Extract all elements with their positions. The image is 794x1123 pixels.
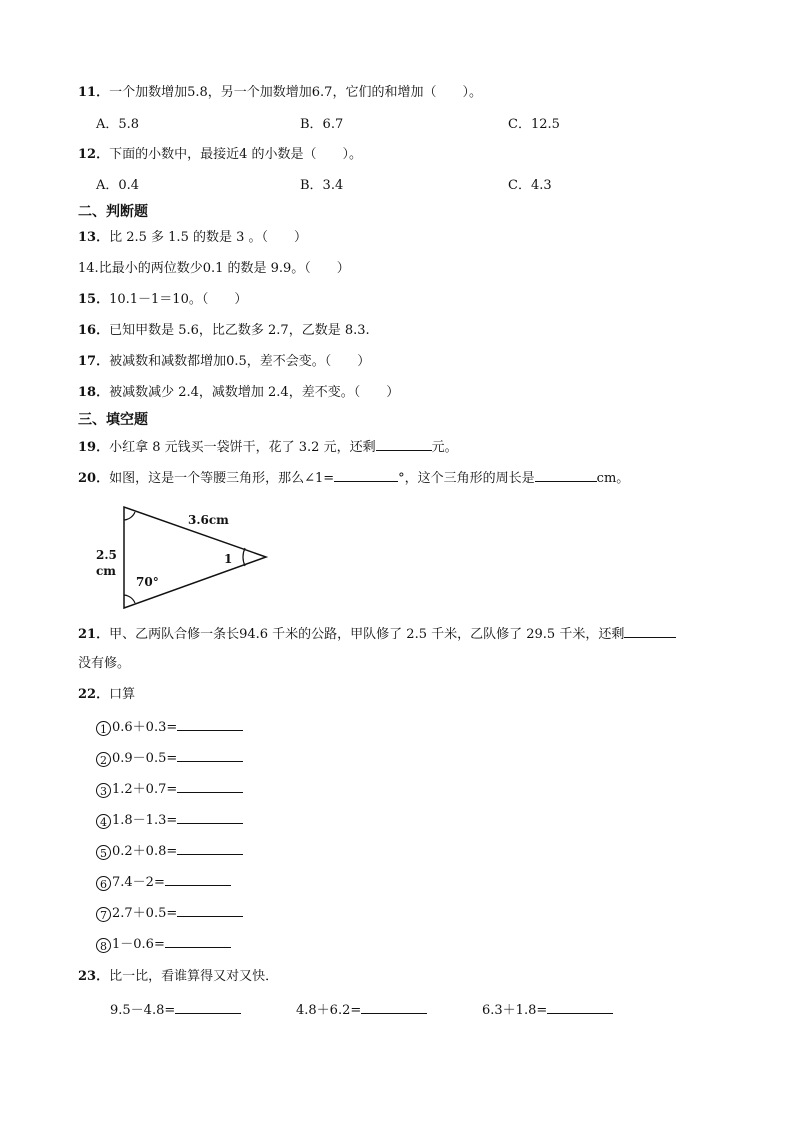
question-text: 已知甲数是 5.6，比乙数多 2.7，乙数是 8.3. xyxy=(109,323,370,338)
circled-number: 1 xyxy=(96,721,111,736)
side-label-left-line2: cm xyxy=(96,564,117,578)
circled-number: 8 xyxy=(96,938,111,953)
option-c[interactable]: C．12.5 xyxy=(508,117,560,132)
question-text: 口算 xyxy=(109,687,136,702)
option-a[interactable]: A．5.8 xyxy=(96,117,140,132)
answer-blank[interactable] xyxy=(165,934,231,948)
side-label-left-line1: 2.5 xyxy=(96,548,117,562)
circled-number: 6 xyxy=(96,876,111,891)
answer-blank[interactable] xyxy=(547,1000,613,1014)
question-text-suffix: cm。 xyxy=(596,471,630,486)
answer-blank[interactable] xyxy=(376,437,432,451)
answer-blank[interactable] xyxy=(177,810,243,824)
question-21 xyxy=(78,624,676,644)
answer-blank[interactable] xyxy=(624,624,676,638)
question-13 xyxy=(78,229,307,247)
answer-blank[interactable] xyxy=(177,903,243,917)
mental-calc-item xyxy=(96,934,231,954)
section-title-fill-in: 三、填空题 xyxy=(78,412,148,428)
question-number: 19． xyxy=(78,440,110,455)
question-15 xyxy=(78,291,247,309)
question-text: 被减数和减数都增加0.5，差不会变。（ ） xyxy=(109,354,371,369)
side-label-top: 3.6cm xyxy=(188,513,229,527)
section-title-judgement: 二、判断题 xyxy=(78,204,148,220)
question-23 xyxy=(78,968,278,986)
mental-calc-item xyxy=(96,810,243,830)
mental-calc-item xyxy=(96,841,243,861)
answer-blank[interactable] xyxy=(165,872,231,886)
calc-expression: 0.9－0.5= xyxy=(112,751,178,766)
calc-expression: 1.2＋0.7= xyxy=(112,782,178,797)
question-text-suffix: 元。 xyxy=(431,440,458,455)
question-18 xyxy=(78,384,399,402)
question-number: 17． xyxy=(78,354,110,369)
mental-calc-item xyxy=(96,779,243,799)
question-20 xyxy=(78,468,629,488)
circled-number: 4 xyxy=(96,814,111,829)
mental-calc-item xyxy=(96,872,231,892)
calc-expression: 7.4－2= xyxy=(112,875,165,890)
question-text: 比一比，看谁算得又对又快． xyxy=(109,969,279,984)
question-12 xyxy=(78,146,362,164)
mental-calc-item xyxy=(96,748,243,768)
question-19 xyxy=(78,437,458,457)
compare-item xyxy=(296,1000,427,1020)
calc-expression: 2.7＋0.5= xyxy=(112,906,178,921)
angle-arc-top xyxy=(124,512,135,520)
circled-number: 7 xyxy=(96,907,111,922)
question-number: 12． xyxy=(78,147,110,162)
question-number: 15． xyxy=(78,292,110,307)
compare-item xyxy=(110,1000,241,1020)
question-text: 甲、乙两队合修一条长94.6 千米的公路，甲队修了 2.5 千米，乙队修了 29.5 千米，还剩 xyxy=(109,627,625,642)
question-text: 如图，这是一个等腰三角形，那么∠1= xyxy=(109,471,335,486)
angle-label-70: 70° xyxy=(136,575,159,589)
answer-blank[interactable] xyxy=(177,779,243,793)
question-17 xyxy=(78,353,370,371)
question-number: 18． xyxy=(78,385,110,400)
question-text-mid: °，这个三角形的周长是 xyxy=(398,471,535,486)
question-number: 21． xyxy=(78,627,110,642)
answer-blank-angle[interactable] xyxy=(334,468,398,482)
option-b[interactable]: B．3.4 xyxy=(300,178,344,193)
question-21-line2: 没有修。 xyxy=(78,656,131,671)
answer-blank[interactable] xyxy=(177,748,243,762)
question-text: 比 2.5 多 1.5 的数是 3 。（ ） xyxy=(109,230,308,245)
question-number: 14. xyxy=(78,261,99,276)
question-text: 比最小的两位数少0.1 的数是 9.9。（ ） xyxy=(98,261,350,276)
question-number: 11． xyxy=(78,85,110,100)
mental-calc-item xyxy=(96,717,243,737)
answer-blank[interactable] xyxy=(175,1000,241,1014)
mental-calc-item xyxy=(96,903,243,923)
calc-expression: 0.2＋0.8= xyxy=(112,844,178,859)
calc-expression: 1－0.6= xyxy=(112,937,165,952)
question-22 xyxy=(78,686,135,704)
answer-blank[interactable] xyxy=(177,717,243,731)
question-text: 小红拿 8 元钱买一袋饼干，花了 3.2 元，还剩 xyxy=(109,440,376,455)
circled-number: 5 xyxy=(96,845,111,860)
circled-number: 3 xyxy=(96,783,111,798)
question-number: 23． xyxy=(78,969,110,984)
compare-item xyxy=(482,1000,613,1020)
calc-expression: 9.5－4.8= xyxy=(110,1003,176,1018)
question-16 xyxy=(78,322,370,340)
option-a[interactable]: A．0.4 xyxy=(96,178,140,193)
answer-blank-perimeter[interactable] xyxy=(535,468,597,482)
calc-expression: 0.6＋0.3= xyxy=(112,720,178,735)
question-text: 下面的小数中，最接近4 的小数是（ ）。 xyxy=(109,147,362,162)
angle-arc-bottom xyxy=(124,595,135,603)
question-11 xyxy=(78,84,482,102)
angle-label-1: 1 xyxy=(224,552,233,566)
option-b[interactable]: B．6.7 xyxy=(300,117,344,132)
question-number: 22． xyxy=(78,687,110,702)
calc-expression: 1.8－1.3= xyxy=(112,813,178,828)
calc-expression: 6.3＋1.8= xyxy=(482,1003,548,1018)
answer-blank[interactable] xyxy=(361,1000,427,1014)
question-number: 20． xyxy=(78,471,110,486)
question-number: 13． xyxy=(78,230,110,245)
isosceles-triangle-figure xyxy=(90,500,280,615)
calc-expression: 4.8＋6.2= xyxy=(296,1003,362,1018)
question-text: 10.1－1＝10。（ ） xyxy=(109,292,248,307)
question-text: 被减数减少 2.4，减数增加 2.4，差不变。（ ） xyxy=(109,385,400,400)
question-number: 16． xyxy=(78,323,110,338)
answer-blank[interactable] xyxy=(177,841,243,855)
question-text: 一个加数增加5.8，另一个加数增加6.7，它们的和增加（ ）。 xyxy=(109,85,482,100)
option-c[interactable]: C．4.3 xyxy=(508,178,552,193)
question-14 xyxy=(78,260,350,278)
circled-number: 2 xyxy=(96,752,111,767)
angle-arc-right xyxy=(243,548,245,566)
